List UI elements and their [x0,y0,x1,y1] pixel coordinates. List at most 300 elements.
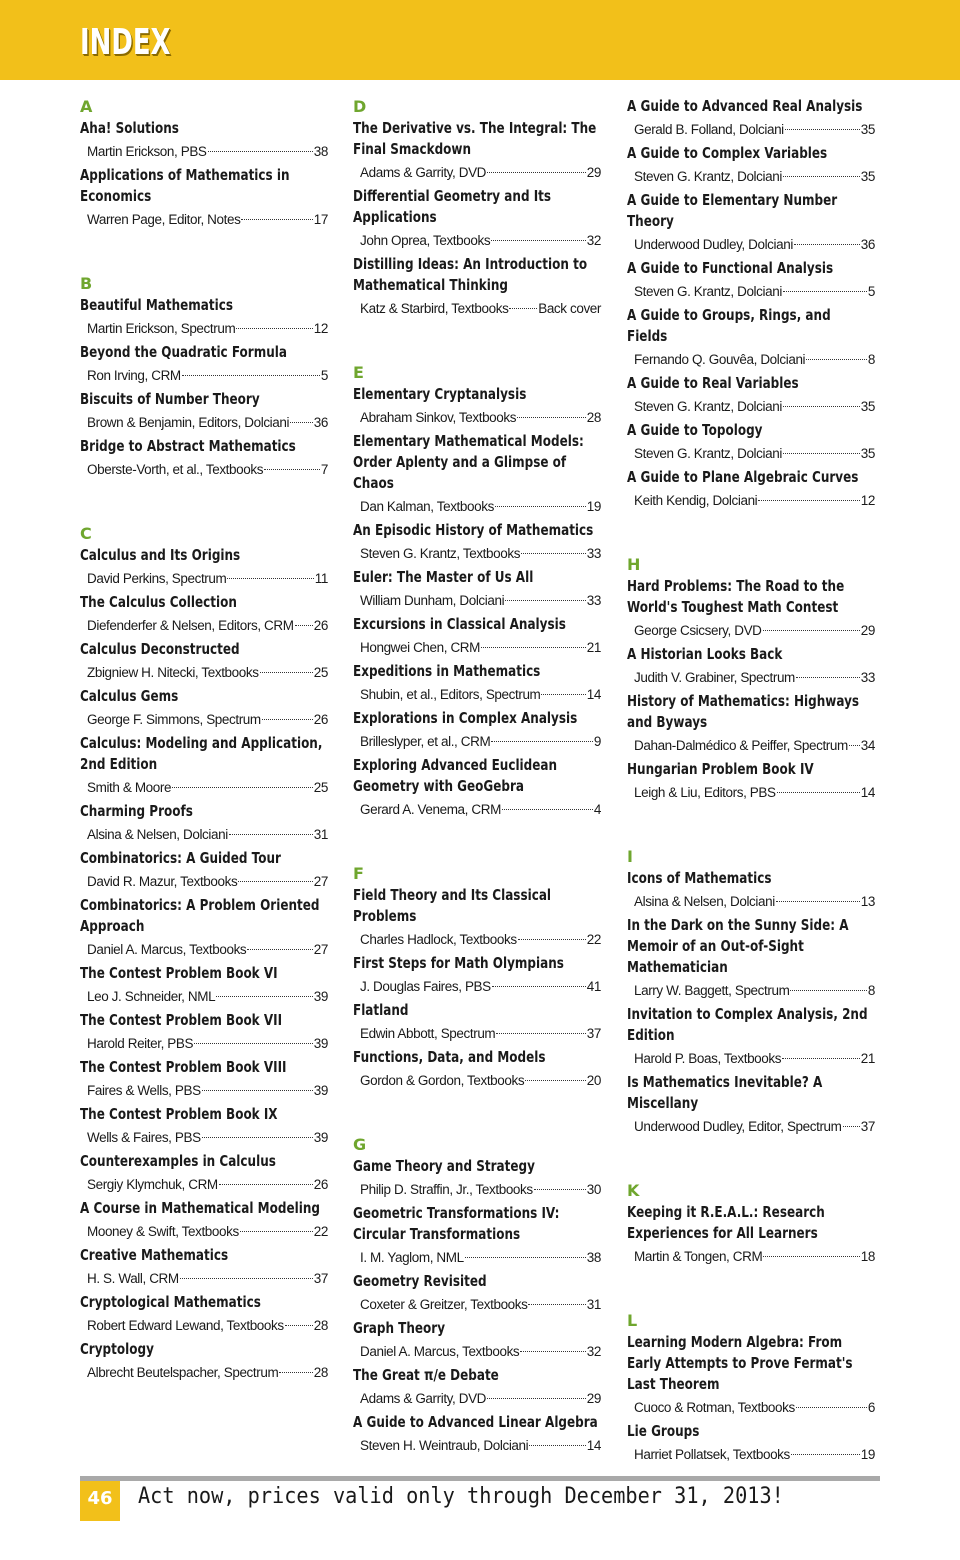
index-entry [353,755,601,823]
index-entry [353,1156,601,1203]
entry-author-series: I. M. Yaglom, NML [360,1250,464,1265]
entry-detail [634,232,875,258]
index-entry [80,436,328,483]
header-banner [0,0,960,80]
entry-detail [87,316,328,342]
entry-page-number: 20 [586,1073,601,1088]
entry-page-number: 37 [313,1271,328,1286]
dot-leader [783,406,860,407]
index-entry [353,1203,601,1271]
index-entry [80,686,328,733]
page-title: INDEX [80,22,171,63]
entry-detail [87,1313,328,1339]
dot-leader [219,1184,313,1185]
entry-author-series: Harriet Pollatsek, Textbooks [634,1447,790,1462]
index-entry [353,885,601,953]
entry-page-number: 31 [586,1297,601,1312]
index-entry [80,1010,328,1057]
entry-author-series: Daniel A. Marcus, Textbooks [87,942,247,957]
entry-author-series: Warren Page, Editor, Notes [87,212,241,227]
index-entry [353,1318,601,1365]
entry-author-series: Zbigniew H. Nitecki, Textbooks [87,665,259,680]
entry-page-number: 30 [586,1182,601,1197]
entry-detail [87,1172,328,1198]
entry-title: Icons of Mathematics [627,869,772,887]
entry-title: A Guide to Real Variables [627,374,799,392]
dot-leader [229,834,313,835]
entry-page-number: 28 [313,1318,328,1333]
entry-author-series: Edwin Abbott, Spectrum [360,1026,496,1041]
entry-title: Beautiful Mathematics [80,296,233,314]
index-entry [353,520,601,567]
entry-title: Game Theory and Strategy [353,1157,535,1175]
entry-detail [634,394,875,420]
dot-leader [791,1454,860,1455]
entry-page-number: 37 [586,1026,601,1041]
entry-detail [87,984,328,1010]
entry-page-number: 8 [867,983,875,998]
entry-page-number: 26 [313,712,328,727]
entry-title: Calculus Deconstructed [80,640,240,658]
dot-leader [260,672,313,673]
entry-title: A Course in Mathematical Modeling [80,1199,320,1217]
dot-leader [194,1043,313,1044]
entry-detail [87,207,328,233]
index-entry [353,1000,601,1047]
entry-page-number: 35 [860,399,875,414]
entry-author-series: Harold P. Boas, Textbooks [634,1051,782,1066]
index-entry [80,342,328,389]
index-entry [353,431,601,520]
dot-leader [491,240,586,241]
dot-leader [529,1445,586,1446]
entry-author-series: Daniel A. Marcus, Textbooks [360,1344,520,1359]
index-entry [627,1004,875,1072]
dot-leader [783,176,860,177]
dot-leader [236,328,312,329]
entry-detail [87,822,328,848]
index-entry [627,190,875,258]
entry-author-series: Steven G. Krantz, Dolciani [634,446,782,461]
dot-leader [777,792,860,793]
entry-title: Calculus Gems [80,687,179,705]
dot-leader [202,1090,313,1091]
section-letter: G [353,1135,367,1154]
dot-leader [491,741,593,742]
dot-leader [495,506,586,507]
entry-detail [360,160,601,186]
entry-title: Is Mathematics Inevitable? A Miscellany [627,1073,823,1112]
entry-page-number: 33 [860,670,875,685]
entry-detail [634,1395,875,1421]
entry-detail [360,296,601,322]
entry-title: A Guide to Complex Variables [627,144,828,162]
entry-detail [360,797,601,823]
entry-page-number: 29 [586,1391,601,1406]
entry-title: Euler: The Master of Us All [353,568,534,586]
entry-page-number: 38 [313,144,328,159]
dot-leader [783,453,860,454]
entry-author-series: Martin & Tongen, CRM [634,1249,763,1264]
index-entry [80,165,328,233]
entry-page-number: 19 [586,499,601,514]
dot-leader [227,578,313,579]
entry-title: Cryptology [80,1340,154,1358]
index-entry [80,118,328,165]
entry-page-number: 41 [586,979,601,994]
entry-author-series: Martin Erickson, PBS [87,144,207,159]
entry-title: First Steps for Math Olympians [353,954,564,972]
entry-detail [360,405,601,431]
index-entry [80,592,328,639]
entry-detail [634,665,875,691]
dot-leader [521,553,586,554]
entry-title: A Guide to Topology [627,421,763,439]
section-letter: C [80,524,92,543]
entry-detail [360,1021,601,1047]
index-entry [627,1072,875,1140]
index-entry [627,1202,875,1270]
entry-title: In the Dark on the Sunny Side: A Memoir of an Out-of-Sight Mathematician [627,916,849,976]
entry-title: Aha! Solutions [80,119,179,137]
entry-page-number: 4 [593,802,601,817]
entry-author-series: Hongwei Chen, CRM [360,640,480,655]
entry-page-number: 26 [313,1177,328,1192]
entry-detail [634,1442,875,1468]
entry-detail [360,682,601,708]
entry-detail [360,1292,601,1318]
entry-page-number: 28 [313,1365,328,1380]
entry-author-series: Albrecht Beutelspacher, Spectrum [87,1365,279,1380]
index-entry [80,1151,328,1198]
entry-page-number: 22 [313,1224,328,1239]
dot-leader [492,986,586,987]
entry-title: Keeping it R.E.A.L.: Research Experiences for All Learners [627,1203,825,1242]
entry-detail [634,733,875,759]
index-entry [80,1339,328,1386]
entry-title: Elementary Mathematical Models: Order Aplenty and a Glimpse of Chaos [353,432,584,492]
dot-leader [505,600,586,601]
dot-leader [487,1398,586,1399]
entry-detail [87,1031,328,1057]
index-entry [627,576,875,644]
entry-page-number: 12 [313,321,328,336]
entry-page-number: 35 [860,169,875,184]
dot-leader [541,694,585,695]
entry-page-number: 13 [860,894,875,909]
dot-leader [849,745,860,746]
entry-page-number: 14 [586,1438,601,1453]
index-entry [80,801,328,848]
entry-detail [634,164,875,190]
dot-leader [509,308,537,309]
entry-title: The Great π/e Debate [353,1366,499,1384]
entry-author-series: J. Douglas Faires, PBS [360,979,491,994]
entry-author-series: Gordon & Gordon, Textbooks [360,1073,525,1088]
entry-detail [634,117,875,143]
section-gap [627,1140,875,1180]
index-column-3 [627,96,875,1468]
index-entry [353,384,601,431]
entry-author-series: Robert Edward Lewand, Textbooks [87,1318,284,1333]
entry-author-series: Sergiy Klymchuk, CRM [87,1177,218,1192]
entry-author-series: George F. Simmons, Spectrum [87,712,261,727]
entry-author-series: Gerard A. Venema, CRM [360,802,501,817]
index-entry [80,1292,328,1339]
index-entry [80,895,328,963]
index-entry [627,373,875,420]
dot-leader [465,1257,586,1258]
index-entry [80,963,328,1010]
section-letter: B [80,274,93,293]
entry-page-number: 21 [860,1051,875,1066]
index-column-2 [353,96,601,1459]
index-entry [80,389,328,436]
entry-page-number: 33 [586,593,601,608]
entry-author-series: Fernando Q. Gouvêa, Dolciani [634,352,806,367]
entry-title: A Guide to Advanced Real Analysis [627,97,863,115]
entry-detail [360,588,601,614]
dot-leader [520,1351,585,1352]
entry-title: Graph Theory [353,1319,446,1337]
entry-detail [634,1114,875,1140]
dot-leader [481,647,586,648]
entry-detail [360,1339,601,1365]
dot-leader [806,359,867,360]
entry-title: A Historian Looks Back [627,645,783,663]
entry-detail [634,780,875,806]
entry-author-series: Steven G. Krantz, Dolciani [634,399,782,414]
entry-title: Applications of Mathematics in Economics [80,166,290,205]
index-entry [627,1332,875,1421]
entry-page-number: 28 [586,410,601,425]
section-gap [627,514,875,554]
entry-detail [634,347,875,373]
entry-page-number: 12 [860,493,875,508]
entry-page-number: 36 [860,237,875,252]
entry-detail [634,279,875,305]
entry-title: Hungarian Problem Book IV [627,760,814,778]
entry-page-number: 22 [586,932,601,947]
dot-leader [790,990,866,991]
entry-page-number: 7 [320,462,328,477]
entry-page-number: 25 [313,665,328,680]
entry-page-number: 17 [313,212,328,227]
dot-leader [518,939,586,940]
dot-leader [758,500,860,501]
entry-detail [360,1177,601,1203]
dot-leader [843,1126,860,1127]
entry-detail [634,488,875,514]
section-letter: E [353,363,364,382]
entry-title: The Contest Problem Book VII [80,1011,283,1029]
entry-author-series: Alsina & Nelsen, Dolciani [634,894,775,909]
entry-author-series: Smith & Moore [87,780,172,795]
footer-rule [80,1476,880,1481]
dot-leader [528,1304,585,1305]
entry-title: Differential Geometry and Its Applications [353,187,552,226]
entry-page-number: 33 [586,546,601,561]
index-entry [80,545,328,592]
entry-detail [360,927,601,953]
index-entry [353,186,601,254]
entry-author-series: David R. Mazur, Textbooks [87,874,238,889]
index-entry [353,254,601,322]
index-entry [80,295,328,342]
entry-detail [87,660,328,686]
entry-page-number: 6 [867,1400,875,1415]
entry-author-series: Mooney & Swift, Textbooks [87,1224,239,1239]
section-letter: I [627,847,633,866]
entry-title: An Episodic History of Mathematics [353,521,594,539]
entry-author-series: Wells & Faires, PBS [87,1130,201,1145]
entry-title: Learning Modern Algebra: From Early Attempts to Prove Fermat's Last Theorem [627,1333,853,1393]
entry-title: Geometry Revisited [353,1272,487,1290]
index-entry [627,420,875,467]
entry-author-series: William Dunham, Dolciani [360,593,505,608]
entry-author-series: Gerald B. Folland, Dolciani [634,122,784,137]
entry-title: Field Theory and Its Classical Problems [353,886,552,925]
entry-author-series: Leo J. Schneider, NML [87,989,216,1004]
entry-title: Expeditions in Mathematics [353,662,541,680]
section-gap [80,483,328,523]
entry-title: Hard Problems: The Road to the World's Toughest Math Contest [627,577,845,616]
entry-page-number: 35 [860,446,875,461]
entry-title: Flatland [353,1001,409,1019]
index-entry [627,868,875,915]
dot-leader [796,1407,867,1408]
entry-page-number: 32 [586,1344,601,1359]
entry-page-number: 9 [593,734,601,749]
entry-author-series: Steven G. Krantz, Textbooks [360,546,521,561]
entry-author-series: Leigh & Liu, Editors, PBS [634,785,776,800]
index-entry [353,708,601,755]
entry-title: Counterexamples in Calculus [80,1152,276,1170]
entry-detail [87,613,328,639]
index-entry [80,1245,328,1292]
entry-detail [634,889,875,915]
section-letter: H [627,555,641,574]
dot-leader [290,422,313,423]
entry-detail [87,1360,328,1386]
entry-title: The Calculus Collection [80,593,237,611]
entry-author-series: Dahan-Dalmédico & Peiffer, Spectrum [634,738,848,753]
entry-detail [87,1125,328,1151]
index-entry [627,915,875,1004]
entry-author-series: Coxeter & Greitzer, Textbooks [360,1297,528,1312]
entry-title: Elementary Cryptanalysis [353,385,527,403]
entry-page-number: 18 [860,1249,875,1264]
entry-author-series: Martin Erickson, Spectrum [87,321,236,336]
entry-detail [634,978,875,1004]
entry-detail [360,494,601,520]
entry-page-number: 11 [314,571,328,586]
dot-leader [264,469,320,470]
entry-title: Charming Proofs [80,802,193,820]
index-entry [80,1057,328,1104]
dot-leader [794,244,860,245]
index-entry [353,953,601,1000]
dot-leader [517,417,586,418]
entry-detail [360,1386,601,1412]
entry-title: A Guide to Elementary Number Theory [627,191,838,230]
dot-leader [763,1256,859,1257]
dot-leader [295,625,313,626]
entry-detail [360,729,601,755]
dot-leader [534,1189,586,1190]
index-entry [353,1412,601,1459]
entry-detail [360,228,601,254]
section-letter: D [353,97,367,116]
dot-leader [240,1231,313,1232]
entry-title: A Guide to Advanced Linear Algebra [353,1413,598,1431]
entry-title: Cryptological Mathematics [80,1293,261,1311]
entry-detail [634,1244,875,1270]
dot-leader [783,291,867,292]
entry-detail [87,1078,328,1104]
entry-author-series: Cuoco & Rotman, Textbooks [634,1400,795,1415]
entry-author-series: David Perkins, Spectrum [87,571,227,586]
entry-detail [360,1068,601,1094]
dot-leader [796,677,860,678]
entry-page-number: 39 [313,989,328,1004]
index-entry [627,96,875,143]
entry-page-number: 27 [313,942,328,957]
dot-leader [202,1137,313,1138]
dot-leader [182,375,320,376]
entry-detail [87,937,328,963]
index-entry [80,639,328,686]
entry-page-number: 34 [860,738,875,753]
entry-detail [87,775,328,801]
dot-leader [785,129,860,130]
dot-leader [238,881,312,882]
entry-title: The Contest Problem Book IX [80,1105,278,1123]
entry-detail [634,1046,875,1072]
entry-page-number: 5 [867,284,875,299]
index-entry [627,258,875,305]
entry-author-series: Alsina & Nelsen, Dolciani [87,827,228,842]
entry-author-series: Adams & Garrity, DVD [360,165,487,180]
dot-leader [216,996,313,997]
entry-detail [360,974,601,1000]
section-gap [627,1270,875,1310]
entry-title: Combinatorics: A Problem Oriented Approach [80,896,320,935]
index-entry [353,1365,601,1412]
entry-page-number: 38 [586,1250,601,1265]
entry-author-series: John Oprea, Textbooks [360,233,491,248]
entry-title: Geometric Transformations IV: Circular Transformations [353,1204,560,1243]
entry-page-number: 29 [860,623,875,638]
entry-title: Explorations in Complex Analysis [353,709,578,727]
section-gap [80,233,328,273]
entry-page-number: 36 [313,415,328,430]
dot-leader [262,719,313,720]
entry-title: Exploring Advanced Euclidean Geometry with GeoGebra [353,756,558,795]
entry-title: The Contest Problem Book VI [80,964,278,982]
entry-title: A Guide to Plane Algebraic Curves [627,468,859,486]
dot-leader [776,901,860,902]
entry-author-series: Faires & Wells, PBS [87,1083,201,1098]
entry-author-series: Adams & Garrity, DVD [360,1391,487,1406]
dot-leader [487,172,586,173]
dot-leader [285,1325,313,1326]
section-gap [353,823,601,863]
entry-title: Calculus and Its Origins [80,546,241,564]
entry-title: History of Mathematics: Highways and Byways [627,692,860,731]
entry-page-number: 5 [320,368,328,383]
entry-author-series: Brown & Benjamin, Editors, Dolciani [87,415,290,430]
